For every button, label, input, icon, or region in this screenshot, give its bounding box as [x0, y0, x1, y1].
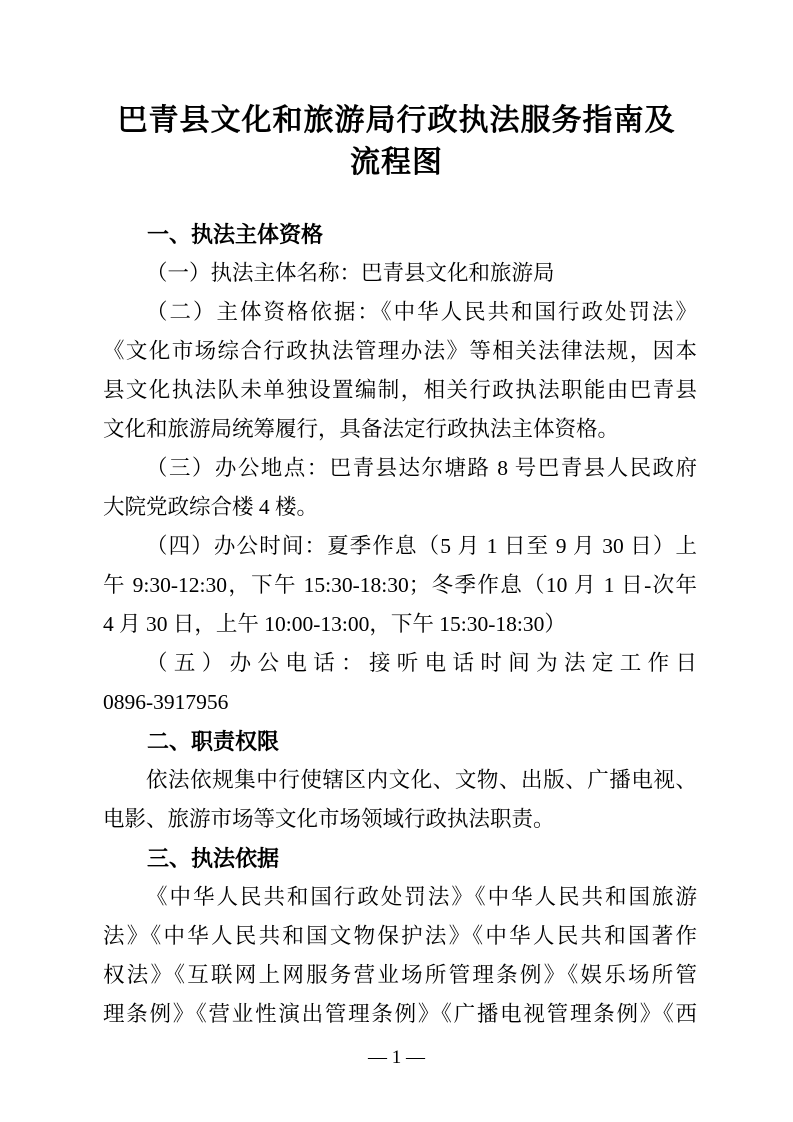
document-line: 电影、旅游市场等文化市场领域行政执法职责。 [103, 807, 555, 831]
section-heading: 三、执法依据 [147, 846, 280, 871]
document-line: 0896-3917956 [103, 690, 229, 714]
document-line: 文化和旅游局统筹履行，具备法定行政执法主体资格。 [103, 417, 620, 441]
page-number: — 1 — [368, 1047, 425, 1068]
section-heading: 二、职责权限 [147, 729, 280, 754]
document-line: （一）执法主体名称：巴青县文化和旅游局 [146, 261, 555, 285]
document-line: 县文化执法队未单独设置编制，相关行政执法职能由巴青县 [103, 378, 697, 402]
document-title-line-1: 巴青县文化和旅游局行政执法服务指南及 [117, 104, 676, 137]
document-line: 午 9:30-12:30，下午 15:30-18:30；冬季作息（10 月 1 日-次年 [103, 573, 697, 597]
document-line: 法》《中华人民共和国文物保护法》《中华人民共和国著作 [103, 924, 697, 948]
document-line: （五）办公电话：接听电话时间为法定工作日 [146, 651, 697, 675]
document-body [103, 215, 697, 1034]
document-line: 理条例》《营业性演出管理条例》《广播电视管理条例》《西 [103, 1002, 697, 1026]
document-line: （三）办公地点：巴青县达尔塘路 8 号巴青县人民政府 [146, 456, 697, 480]
document-line: 《文化市场综合行政执法管理办法》等相关法律法规，因本 [103, 339, 697, 363]
document-line: （四）办公时间：夏季作息（5 月 1 日至 9 月 30 日）上 [146, 534, 697, 558]
document-line: （二）主体资格依据：《中华人民共和国行政处罚法》 [146, 300, 697, 324]
document-line: 权法》《互联网上网服务营业场所管理条例》《娱乐场所管 [103, 963, 697, 987]
document-title [0, 0, 793, 184]
document-line: 大院党政综合楼 4 楼。 [103, 495, 319, 519]
document-line: 4 月 30 日，上午 10:00-13:00，下午 15:30-18:30） [103, 612, 566, 636]
document-line: 《中华人民共和国行政处罚法》《中华人民共和国旅游 [146, 885, 697, 909]
document-line: 依法依规集中行使辖区内文化、文物、出版、广播电视、 [146, 768, 697, 792]
document-title-line-2: 流程图 [350, 146, 443, 179]
section-heading: 一、执法主体资格 [147, 222, 324, 247]
